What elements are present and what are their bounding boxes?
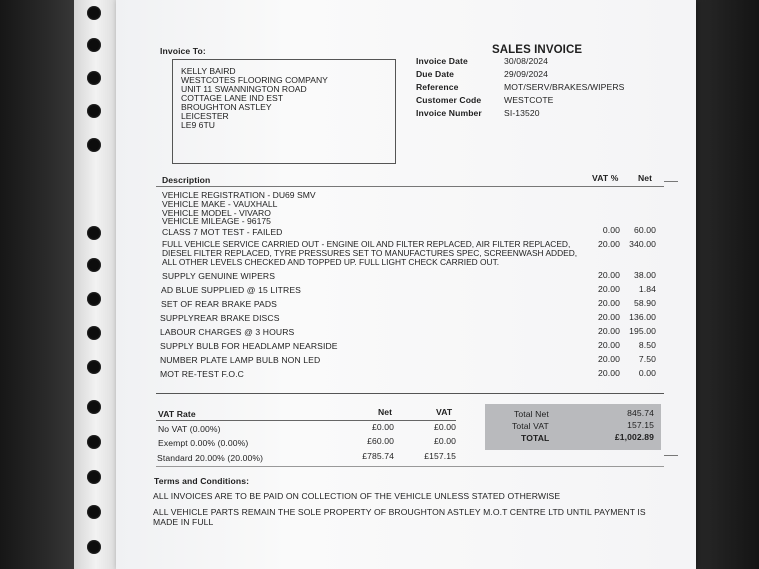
- terms-heading: Terms and Conditions:: [154, 476, 250, 486]
- vat-row-net: £0.00: [371, 422, 394, 432]
- line-item-description: CLASS 7 MOT TEST - FAILED: [162, 227, 283, 237]
- total-vat-value: 157.15: [627, 420, 654, 430]
- grand-total-value: £1,002.89: [614, 432, 654, 442]
- address-line: UNIT 11 SWANNINGTON ROAD: [181, 84, 307, 94]
- vat-row-rate: Standard 20.00% (20.00%): [157, 453, 264, 463]
- address-line: WESTCOTES FLOORING COMPANY: [181, 75, 328, 85]
- line-item-net: 0.00: [638, 368, 656, 378]
- vat-row-rate: Exempt 0.00% (0.00%): [158, 438, 249, 448]
- line-item-net: 7.50: [638, 354, 656, 364]
- line-item-description: SET OF REAR BRAKE PADS: [161, 299, 278, 309]
- edge-mark: [664, 181, 678, 182]
- address-line: KELLY BAIRD: [181, 66, 236, 76]
- line-item-description: NUMBER PLATE LAMP BULB NON LED: [160, 355, 321, 365]
- terms-line: ALL VEHICLE PARTS REMAIN THE SOLE PROPERTY OF BROUGHTON ASTLEY M.O.T CENTRE LTD UNTIL PAYMENT IS: [153, 507, 646, 517]
- meta-value: 29/09/2024: [504, 69, 549, 79]
- punch-hole: [87, 435, 101, 449]
- line-item-net: 340.00: [629, 239, 656, 249]
- grand-total-label: TOTAL: [521, 433, 550, 443]
- vat-rate-header: VAT Rate: [158, 409, 196, 419]
- line-item-description: LABOUR CHARGES @ 3 HOURS: [160, 327, 295, 337]
- meta-value: WESTCOTE: [504, 95, 554, 105]
- line-item-vat: 20.00: [597, 368, 620, 378]
- line-item-net: 60.00: [633, 225, 656, 235]
- meta-label: Invoice Date: [416, 56, 468, 66]
- meta-label: Invoice Number: [416, 108, 482, 118]
- meta-label: Due Date: [416, 69, 455, 79]
- vat-row-vat: £157.15: [424, 451, 456, 461]
- punch-hole: [87, 258, 101, 272]
- address-line: COTTAGE LANE IND EST: [181, 93, 284, 103]
- vat-row-net: £785.74: [362, 451, 394, 461]
- line-item-net: 38.00: [633, 270, 656, 280]
- vat-amount-header: VAT: [436, 407, 453, 417]
- line-item-description-line: DIESEL FILTER REPLACED, TYRE PRESSURES SET TO MANUFACTURES SPEC, SCREENWASH ADDED,: [162, 247, 578, 258]
- line-item-net: 8.50: [638, 340, 656, 350]
- meta-label: Reference: [416, 82, 459, 92]
- line-item-net: 195.00: [629, 326, 656, 336]
- items-divider: [156, 393, 664, 394]
- punch-hole: [87, 226, 101, 240]
- total-net-value: 845.74: [627, 408, 654, 418]
- line-item-net: 58.90: [633, 298, 656, 308]
- vat-net-header: Net: [378, 407, 393, 417]
- line-item-description-line: ALL OTHER LEVELS CHECKED AND TOPPED UP. FULL LIGHT CHECK CARRIED OUT.: [162, 256, 500, 267]
- page-title: SALES INVOICE: [492, 44, 583, 56]
- punch-hole: [87, 400, 101, 414]
- meta-label: Customer Code: [416, 95, 482, 105]
- meta-value: SI-13520: [504, 108, 540, 118]
- line-item-description: AD BLUE SUPPLIED @ 15 LITRES: [161, 285, 302, 295]
- terms-line: ALL INVOICES ARE TO BE PAID ON COLLECTION OF THE VEHICLE UNLESS STATED OTHERWISE: [153, 491, 561, 501]
- vehicle-line: VEHICLE MODEL - VIVARO: [162, 207, 271, 218]
- punch-hole: [87, 505, 101, 519]
- meta-value: MOT/SERV/BRAKES/WIPERS: [504, 82, 625, 92]
- line-item-description-line: FULL VEHICLE SERVICE CARRIED OUT - ENGINE OIL AND FILTER REPLACED, AIR FILTER REPLACED,: [162, 239, 571, 249]
- punch-hole: [87, 38, 101, 52]
- line-item-vat: 20.00: [597, 298, 620, 308]
- terms-line: MADE IN FULL: [153, 517, 214, 527]
- punch-hole: [87, 71, 101, 85]
- line-item-vat: 20.00: [597, 270, 620, 280]
- meta-value: 30/08/2024: [504, 56, 549, 66]
- line-item-vat: 20.00: [597, 354, 620, 364]
- address-line: LE9 6TU: [181, 120, 215, 130]
- line-item-vat: 20.00: [597, 239, 620, 249]
- line-item-description: MOT RE-TEST F.O.C: [160, 369, 244, 379]
- dark-background-left: [0, 0, 80, 569]
- punch-hole: [87, 6, 101, 20]
- vehicle-line: VEHICLE MAKE - VAUXHALL: [162, 198, 278, 209]
- punch-hole: [87, 540, 101, 554]
- line-item-description: [162, 240, 577, 266]
- line-item-description: SUPPLYREAR BRAKE DISCS: [160, 313, 280, 323]
- punch-hole: [87, 292, 101, 306]
- vehicle-line: VEHICLE MILEAGE - 96175: [162, 216, 271, 227]
- vat-table-divider: [156, 420, 456, 421]
- total-net-label: Total Net: [514, 409, 549, 419]
- edge-mark: [664, 455, 678, 456]
- line-item-vat: 20.00: [597, 312, 620, 322]
- line-item-description: SUPPLY GENUINE WIPERS: [162, 271, 276, 281]
- address-box: [172, 59, 396, 164]
- punch-hole: [87, 470, 101, 484]
- dark-background-right: [689, 0, 759, 569]
- line-item-vat: 0.00: [602, 225, 620, 235]
- vehicle-details: [162, 191, 316, 226]
- punch-hole: [87, 360, 101, 374]
- line-item-net: 136.00: [629, 312, 656, 322]
- column-description-header: Description: [162, 175, 211, 185]
- punch-hole: [87, 138, 101, 152]
- column-net-header: Net: [638, 173, 653, 183]
- total-vat-label: Total VAT: [512, 421, 549, 431]
- line-item-net: 1.84: [638, 284, 656, 294]
- vat-row-rate: No VAT (0.00%): [158, 424, 221, 434]
- vehicle-line: VEHICLE REGISTRATION - DU69 SMV: [162, 190, 316, 200]
- punch-hole: [87, 104, 101, 118]
- column-vat-header: VAT %: [592, 173, 619, 183]
- header-divider: [156, 186, 664, 187]
- vat-row-vat: £0.00: [433, 422, 456, 432]
- line-item-description: SUPPLY BULB FOR HEADLAMP NEARSIDE: [160, 341, 338, 351]
- vat-row-vat: £0.00: [433, 436, 456, 446]
- line-item-vat: 20.00: [597, 284, 620, 294]
- line-item-vat: 20.00: [597, 326, 620, 336]
- address-line: BROUGHTON ASTLEY: [181, 102, 272, 112]
- line-item-vat: 20.00: [597, 340, 620, 350]
- address-line: LEICESTER: [181, 111, 229, 121]
- vat-row-net: £60.00: [367, 436, 394, 446]
- punch-hole: [87, 326, 101, 340]
- terms-divider: [156, 466, 664, 467]
- invoice-to-label: Invoice To:: [160, 46, 206, 56]
- invoice-paper: [116, 0, 696, 569]
